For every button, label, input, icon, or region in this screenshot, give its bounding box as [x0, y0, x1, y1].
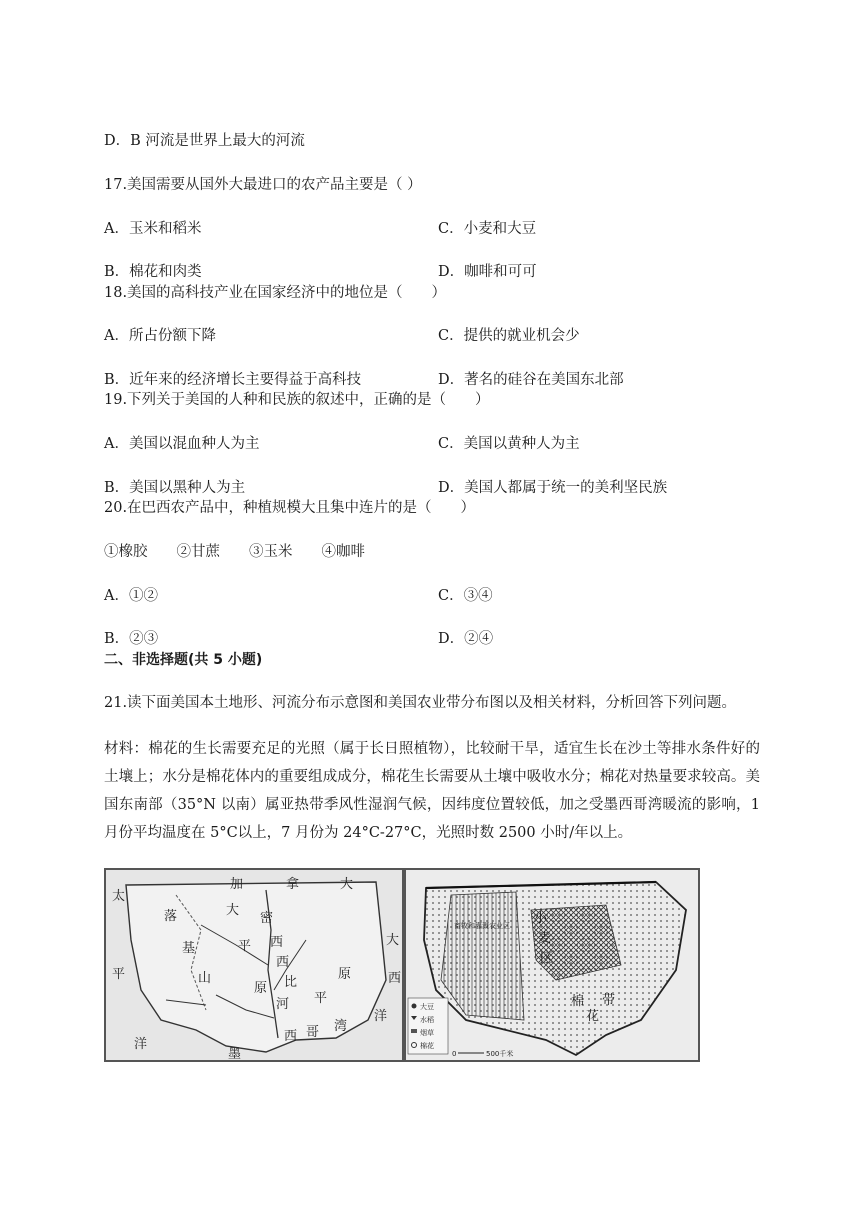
map1-label: 基	[182, 941, 196, 956]
q17-option-a: A．玉米和稻米	[104, 221, 202, 237]
map1-label: 落	[164, 909, 178, 924]
map2-region-label: 麦	[538, 931, 552, 946]
q17-option-c: C．小麦和大豆	[438, 221, 537, 237]
map1-label: 西	[388, 971, 402, 986]
map1-label: 哥	[306, 1025, 320, 1040]
map1-label: 西	[284, 1029, 298, 1044]
q19-stem: 19.下列关于美国的人种和民族的叙述中，正确的是（ ）	[104, 392, 490, 408]
q19-option-c: C．美国以黄种人为主	[438, 436, 580, 452]
q18-option-d: D．著名的硅谷在美国东北部	[438, 372, 624, 388]
legend-label: 大豆	[420, 1003, 434, 1011]
map1-label: 平	[314, 991, 328, 1006]
map2-legend	[408, 998, 448, 1054]
map1-label: 平	[112, 967, 126, 982]
map1-label: 拿	[286, 877, 300, 892]
scale-label: 500千米	[486, 1050, 514, 1058]
us-agriculture-belt-map-drawing	[406, 870, 698, 1060]
map2-region-label: 区	[540, 951, 554, 966]
section-title: 二、非选择题(共 5 小题)	[104, 652, 263, 668]
us-terrain-river-map	[104, 868, 404, 1062]
map1-label: 太	[112, 889, 126, 904]
q19-option-b: B．美国以黑种人为主	[104, 480, 246, 496]
map2-region-label: 棉	[571, 994, 585, 1009]
map2-region-label: 小	[534, 911, 548, 926]
map1-label: 平	[238, 939, 252, 954]
map1-label: 湾	[334, 1019, 348, 1034]
map1-label: 西	[276, 955, 290, 970]
map1-label: 洋	[374, 1009, 388, 1024]
q17-option-d: D．咖啡和可可	[438, 264, 537, 280]
soybean-legend-icon	[412, 1004, 417, 1009]
us-agriculture-belt-map	[404, 868, 700, 1062]
q19-option-a: A．美国以混血种人为主	[104, 436, 260, 452]
q20-option-a: A．①②	[104, 588, 158, 604]
map1-label: 加	[230, 877, 244, 892]
scale-zero: 0	[452, 1050, 457, 1058]
q18-option-a: A．所占份额下降	[104, 328, 216, 344]
q17-option-b: B．棉花和肉类	[104, 264, 202, 280]
q21-material: 材料：棉花的生长需要充足的光照（属于长日照植物），比较耐干旱，适宜生长在沙土等排水条件好的土壤上；水分是棉花体内的重要组成成分，棉花生长需要从土壤中吸收水分；棉花对热量要求较高。美国东南部（35°N 以南）属亚热带季风性湿润气候，因纬度位置较低，加之受墨西哥湾暖流的影响，1 月份平均温度在 5°C以上，7 月份为 24°C-27°C，光照时数 2500 小时/年以上。	[104, 741, 760, 841]
map1-label: 密	[260, 911, 274, 926]
q20-stem: 20.在巴西农产品中，种植规模大且集中连片的是（ ）	[104, 500, 476, 516]
map1-label: 大	[386, 933, 400, 948]
q21-stem: 21.读下面美国本土地形、河流分布示意图和美国农业带分布图以及相关材料，分析回答下列问题。	[104, 695, 737, 711]
map1-label: 大	[226, 903, 240, 918]
us-terrain-river-map-drawing	[106, 870, 402, 1060]
tobacco-legend-icon	[411, 1029, 417, 1033]
q20-option-b: B．②③	[104, 631, 159, 647]
map2-region-label: 花	[586, 1009, 600, 1024]
map1-label: 山	[198, 971, 212, 986]
map1-label: 洋	[134, 1037, 148, 1052]
legend-label: 水稻	[420, 1016, 434, 1024]
q16-option-d: D．B 河流是世界上最大的河流	[104, 133, 305, 149]
q20-items: ①橡胶 ②甘蔗 ③玉米 ④咖啡	[104, 544, 365, 560]
zone-label-livestock: 畜牧和灌溉农业区	[454, 922, 510, 930]
q20-option-c: C．③④	[438, 588, 493, 604]
map1-label: 大	[340, 877, 354, 892]
map2-region-label: 带	[602, 993, 616, 1008]
map1-label: 原	[338, 967, 352, 982]
map1-label: 西	[270, 935, 284, 950]
map1-label: 墨	[228, 1047, 242, 1060]
map1-label: 原	[254, 981, 268, 996]
q18-stem: 18.美国的高科技产业在国家经济中的地位是（ ）	[104, 285, 447, 301]
legend-label: 烟草	[420, 1029, 434, 1037]
q17-stem: 17.美国需要从国外大最进口的农产品主要是（ ）	[104, 177, 422, 193]
q18-option-c: C．提供的就业机会少	[438, 328, 580, 344]
legend-label: 棉花	[420, 1042, 434, 1050]
q19-option-d: D．美国人都属于统一的美利坚民族	[438, 480, 668, 496]
map1-label: 河	[276, 997, 290, 1012]
map1-label: 比	[284, 975, 298, 990]
q18-option-b: B．近年来的经济增长主要得益于高科技	[104, 372, 362, 388]
q20-option-d: D．②④	[438, 631, 494, 647]
